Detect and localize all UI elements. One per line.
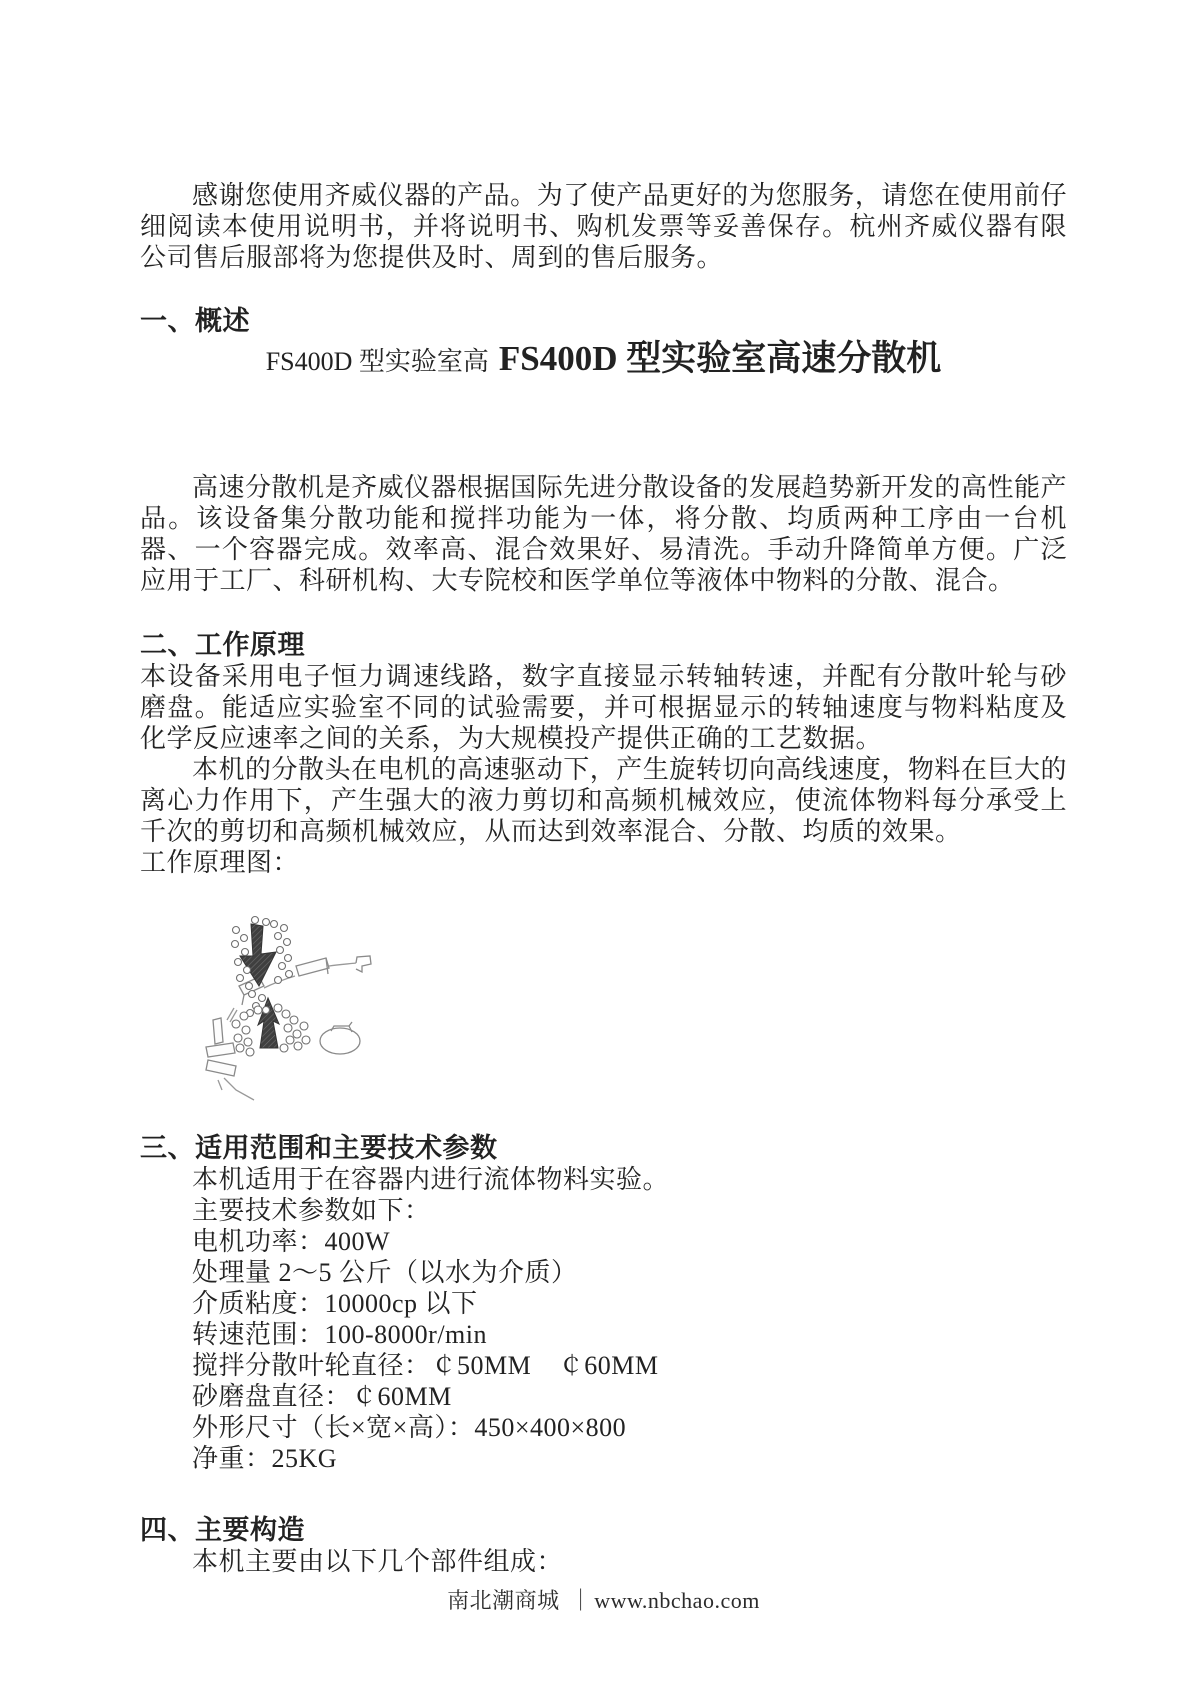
- section-heading-principle: 二、工作原理: [140, 630, 305, 660]
- product-title: [140, 337, 1067, 388]
- section-heading-structure: 四、主要构造: [140, 1515, 305, 1545]
- spec-param-dimensions: 外形尺寸（长×宽×高）：450×400×800: [192, 1413, 627, 1442]
- principle-paragraph-1: 本设备采用电子恒力调速线路，数字直接显示转轴转速，并配有分散叶轮与砂磨盘。能适应实验室不同的试验需要，并可根据显示的转轴速度与物料粘度及化学反应速率之间的关系，为大规模投产提供正确的工艺数据。: [140, 662, 1067, 753]
- structure-lead-line: 本机主要由以下几个部件组成：: [192, 1547, 564, 1576]
- spec-param-grinding-disc-diameter: 砂磨盘直径：￠60MM: [192, 1382, 452, 1411]
- working-principle-diagram: [140, 900, 1067, 1125]
- disc-ring-icon: [320, 1022, 360, 1054]
- page-footer: [140, 1587, 1067, 1615]
- diagram-caption: 工作原理图：: [140, 848, 300, 877]
- spec-param-impeller-diameter: 搅拌分散叶轮直径：￠50MM ￠60MM: [192, 1351, 659, 1380]
- product-title-prefix: FS400D 型实验室高: [265, 347, 489, 376]
- spec-param-net-weight: 净重：25KG: [192, 1444, 338, 1473]
- footer-website: www.nbchao.com: [594, 1588, 760, 1613]
- spec-param-viscosity: 介质粘度：10000cp 以下: [192, 1289, 478, 1318]
- section-heading-specs: 三、适用范围和主要技术参数: [140, 1133, 498, 1163]
- spec-param-motor-power: 电机功率：400W: [192, 1227, 391, 1256]
- footer-store-name: 南北潮商城: [447, 1588, 560, 1613]
- overview-paragraph: 高速分散机是齐威仪器根据国际先进分散设备的发展趋势新开发的高性能产品。该设备集分散功能和搅拌功能为一体，将分散、均质两种工序由一台机器、一个容器完成。效率高、混合效果好、易清洗。手动升降简单方便。广泛应用于工厂、科研机构、大专院校和医学单位等液体中物料的分散、混合。: [140, 473, 1067, 595]
- spec-param-speed-range: 转速范围：100-8000r/min: [192, 1320, 487, 1349]
- specs-scope-line: 本机适用于在容器内进行流体物料实验。: [192, 1165, 670, 1194]
- footer-separator: ｜: [569, 1588, 593, 1613]
- document-content: [0, 180, 1200, 1615]
- diagram-sketch: [192, 914, 392, 1124]
- specs-params-intro: 主要技术参数如下：: [192, 1196, 431, 1225]
- product-title-main: FS400D 型实验室高速分散机: [498, 339, 942, 378]
- spec-param-capacity: 处理量 2～5 公斤（以水为介质）: [192, 1258, 578, 1287]
- principle-paragraph-2: 本机的分散头在电机的高速驱动下，产生旋转切向高线速度，物料在巨大的离心力作用下，产生强大的液力剪切和高频机械效应，使流体物料每分承受上千次的剪切和高频机械效应，从而达到效率混合、分散、均质的效果。: [140, 755, 1067, 846]
- section-heading-overview: 一、概述: [140, 306, 250, 336]
- intro-paragraph: 感谢您使用齐威仪器的产品。为了使产品更好的为您服务，请您在使用前仔细阅读本使用说明书，并将说明书、购机发票等妥善保存。杭州齐威仪器有限公司售后服部将为您提供及时、周到的售后服务。: [140, 181, 1067, 272]
